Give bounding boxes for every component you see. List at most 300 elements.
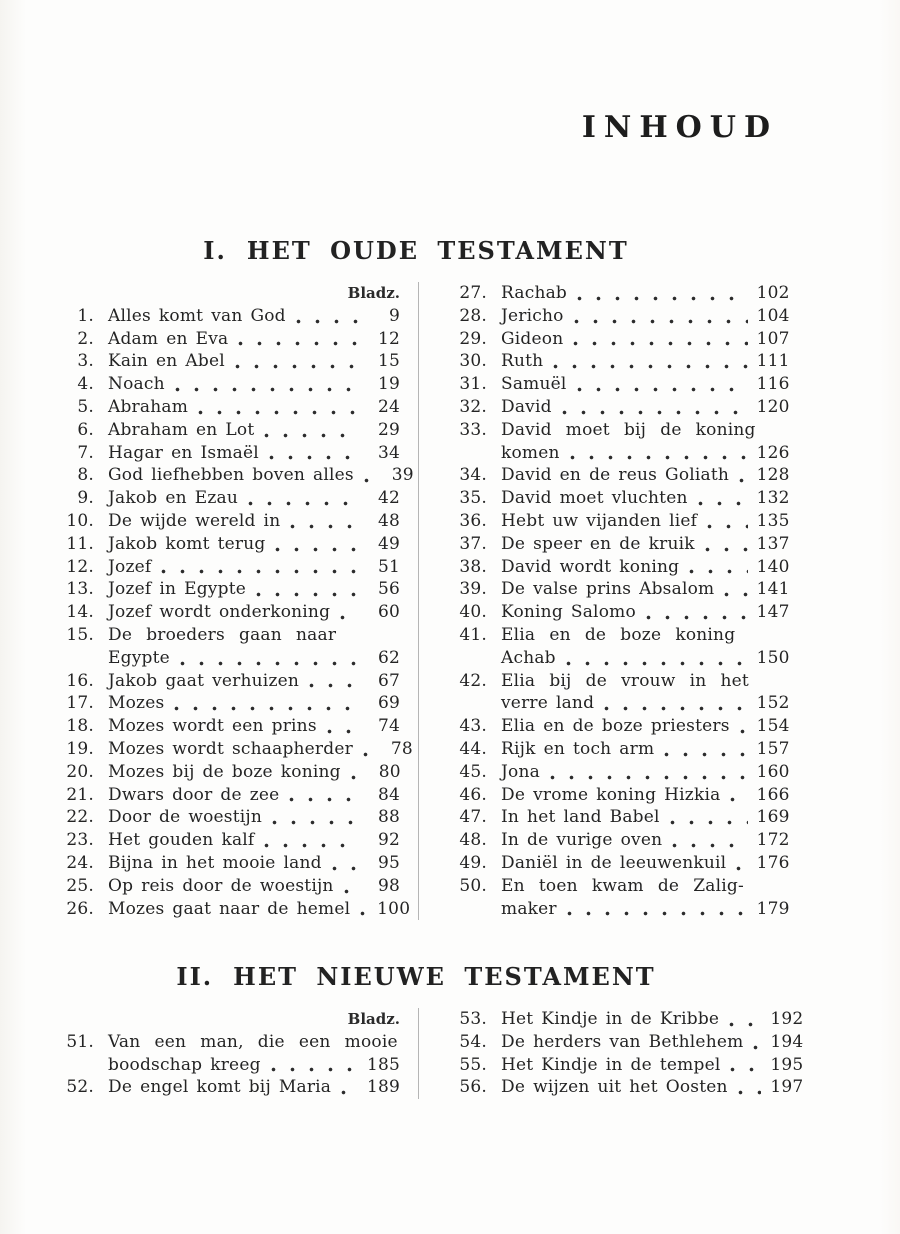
dot-leader	[332, 866, 358, 871]
entry-body	[501, 624, 790, 670]
entry-title-line-1: De broeders gaan naar	[108, 624, 337, 645]
entry-title: Koning Salomo	[501, 602, 636, 623]
entry-title: Kain en Abel	[108, 351, 225, 372]
entry-number: 21.	[66, 784, 94, 805]
toc-entry	[60, 396, 400, 419]
entry-page-number: 120	[756, 396, 790, 417]
entry-line	[108, 670, 400, 693]
entry-page-number: 56	[377, 579, 400, 600]
entry-title: Gideon	[501, 328, 564, 349]
entry-page-number: 116	[756, 374, 790, 395]
entry-title: God liefhebben boven alles	[108, 465, 354, 486]
toc-entry	[60, 875, 400, 898]
entry-page-number: 102	[756, 283, 790, 303]
entry-page-number: 137	[756, 533, 790, 554]
dot-leader	[174, 706, 358, 711]
entry-title: De herders van Bethlehem	[501, 1031, 744, 1052]
entry-number: 6.	[77, 419, 94, 440]
dot-leader	[264, 433, 358, 438]
entry-title: Ruth	[501, 351, 544, 372]
entry-page-number: 104	[756, 305, 790, 326]
entry-body	[108, 601, 400, 624]
entry-number: 4.	[77, 374, 94, 395]
entry-page-number: 172	[756, 830, 790, 851]
entry-page-number: 12	[377, 328, 400, 349]
entry-number: 39.	[459, 579, 487, 600]
entry-line	[108, 487, 400, 510]
entry-line	[501, 692, 790, 715]
entry-body	[501, 350, 790, 373]
entry-number: 19.	[66, 738, 94, 759]
toc-entry	[453, 350, 790, 373]
entry-title: Samuël	[501, 374, 567, 395]
entry-body	[108, 829, 400, 852]
entry-line	[501, 829, 790, 852]
entry-body	[501, 282, 790, 305]
entry-line	[501, 601, 790, 624]
entry-body	[108, 305, 400, 328]
entry-page-number: 80	[378, 761, 401, 782]
dot-leader	[707, 524, 747, 529]
entry-title: De valse prins Absalom	[501, 579, 715, 600]
entry-number: 5.	[77, 396, 94, 417]
entry-page-number: 111	[756, 351, 790, 372]
dot-leader	[730, 1067, 761, 1072]
entry-number: 56.	[459, 1077, 487, 1098]
entry-body	[501, 1031, 803, 1054]
entry-body	[108, 556, 400, 579]
entry-line	[501, 1008, 803, 1031]
entry-body	[501, 305, 790, 328]
toc-entry	[453, 829, 790, 852]
entry-title: De vrome koning Hizkia	[501, 784, 721, 805]
toc-entry	[60, 624, 400, 670]
toc-entry	[60, 829, 400, 852]
toc-entry	[60, 1031, 400, 1077]
entry-title: Adam en Eva	[108, 328, 229, 349]
entry-body	[108, 373, 400, 396]
entry-body	[108, 875, 400, 898]
entry-page-number: 135	[756, 510, 790, 531]
entry-body	[108, 419, 400, 442]
entry-line	[501, 305, 790, 328]
entry-page-number: 192	[770, 1009, 804, 1029]
dot-leader	[235, 364, 358, 369]
entry-body	[501, 578, 790, 601]
entry-page-number: 189	[366, 1077, 400, 1098]
entry-body	[501, 806, 790, 829]
dot-leader	[341, 1090, 358, 1095]
entry-title: Hagar en Ismaël	[108, 442, 259, 463]
entry-line	[501, 578, 790, 601]
entry-title: Het gouden kalf	[108, 830, 255, 851]
entry-body	[501, 1076, 803, 1099]
column-divider	[418, 1008, 419, 1099]
dot-leader	[238, 341, 358, 346]
dot-leader	[553, 364, 747, 369]
entry-line	[108, 692, 400, 715]
entry-number: 50.	[459, 875, 487, 896]
toc-entry	[453, 601, 790, 624]
section-1-left-column	[60, 282, 414, 920]
entry-body	[501, 670, 790, 716]
entry-body	[108, 328, 400, 351]
dot-leader	[198, 410, 358, 415]
entry-title-line-1: Van een man, die een mooie	[108, 1031, 398, 1052]
entry-line	[108, 556, 400, 579]
entry-line	[501, 761, 790, 784]
toc-entry	[60, 305, 400, 328]
entry-page-number: 160	[756, 761, 790, 782]
entry-page-number: 169	[756, 807, 790, 828]
dot-leader	[570, 455, 748, 460]
entry-body	[108, 510, 400, 533]
entry-page-number: 176	[756, 852, 790, 873]
entry-body	[501, 784, 790, 807]
dot-leader	[363, 752, 371, 757]
entry-title: Dwars door de zee	[108, 784, 280, 805]
toc-entry	[453, 419, 790, 465]
dot-leader	[360, 911, 368, 916]
entry-number: 26.	[66, 898, 94, 919]
toc-entry	[60, 533, 400, 556]
entry-page-number: 78	[390, 738, 413, 759]
entry-number: 47.	[459, 807, 487, 828]
entry-page-number: 9	[388, 305, 400, 326]
toc-entry	[60, 487, 400, 510]
entry-body	[108, 396, 400, 419]
entry-page-number: 140	[756, 556, 790, 577]
entry-number: 35.	[459, 488, 487, 509]
entry-title: Jericho	[501, 305, 564, 326]
toc-entry	[60, 692, 400, 715]
entry-title: Jozef in Egypte	[108, 579, 246, 600]
entry-line	[501, 784, 790, 807]
toc-entry	[453, 487, 790, 510]
entry-body	[108, 784, 400, 807]
entry-line	[108, 533, 400, 556]
entry-body	[501, 328, 790, 351]
entry-title: De wijzen uit het Oosten	[501, 1077, 728, 1098]
entry-number: 28.	[459, 305, 487, 326]
entry-line	[108, 852, 400, 875]
toc-entry	[60, 715, 400, 738]
entry-line	[108, 715, 400, 738]
dot-leader	[736, 866, 747, 871]
entry-title-line-2: komen	[501, 442, 560, 463]
entry-line	[501, 350, 790, 373]
entry-title-line-2: boodschap kreeg	[108, 1054, 261, 1075]
entry-number: 9.	[77, 488, 94, 509]
entry-title-line-1: Elia bij de vrouw in het	[501, 670, 749, 691]
entry-title: Mozes bij de boze koning	[108, 761, 341, 782]
entry-body	[108, 715, 400, 738]
entry-body	[501, 373, 790, 396]
section-2-numeral: II.	[176, 962, 214, 991]
dot-leader	[577, 387, 748, 392]
entry-number: 3.	[77, 351, 94, 372]
entry-number: 43.	[459, 716, 487, 737]
entry-body	[108, 533, 400, 556]
entry-page-number: 166	[756, 784, 790, 805]
toc-entry	[453, 396, 790, 419]
dot-leader	[351, 775, 359, 780]
entry-line	[501, 1054, 803, 1077]
dot-leader	[180, 661, 358, 666]
entry-line	[501, 328, 790, 351]
entry-body	[501, 510, 790, 533]
entry-title: Elia en de boze priesters	[501, 716, 730, 737]
entry-title: David en de reus Goliath	[501, 465, 730, 486]
entry-title: Jakob en Ezau	[108, 488, 238, 509]
dot-leader	[248, 501, 358, 506]
toc-entry	[60, 350, 400, 373]
entry-page-number: 141	[756, 579, 790, 600]
dot-leader	[753, 1045, 761, 1050]
entry-number: 55.	[459, 1054, 487, 1075]
entry-body	[501, 829, 790, 852]
dot-leader	[290, 524, 358, 529]
dot-leader	[364, 478, 372, 483]
entry-title-line-2: Achab	[501, 647, 556, 668]
entry-line	[108, 1054, 400, 1077]
entry-number: 33.	[459, 419, 487, 440]
dot-leader	[264, 843, 358, 848]
entry-number: 15.	[66, 624, 94, 645]
toc-entry	[60, 373, 400, 396]
entry-number: 13.	[66, 579, 94, 600]
toc-entry	[60, 806, 400, 829]
dot-leader	[729, 1022, 761, 1027]
entry-page-number: 69	[377, 693, 400, 714]
entry-page-number: 195	[770, 1054, 804, 1075]
entry-line	[501, 738, 790, 761]
entry-title: Mozes wordt schaapherder	[108, 738, 353, 759]
entry-page-number: 147	[756, 602, 790, 623]
toc-entry	[60, 670, 400, 693]
toc-entry	[60, 601, 400, 624]
entry-title-line-1: David moet bij de koning	[501, 419, 756, 440]
entry-body	[108, 624, 400, 670]
dot-leader	[705, 547, 748, 552]
entry-number: 44.	[459, 738, 487, 759]
section-1-columns	[60, 282, 790, 920]
entry-page-number: 74	[377, 716, 400, 737]
entry-line	[501, 533, 790, 556]
dot-leader	[573, 341, 747, 346]
dot-leader	[567, 911, 748, 916]
toc-entry	[453, 305, 790, 328]
entry-body	[108, 578, 400, 601]
entry-line	[501, 647, 790, 670]
entry-line	[501, 464, 790, 487]
entry-body	[501, 464, 790, 487]
section-2-columns	[60, 1008, 804, 1099]
entry-body	[501, 875, 790, 921]
dot-leader	[562, 410, 748, 415]
entry-body	[501, 556, 790, 579]
toc-entry	[60, 510, 400, 533]
toc-entry	[60, 556, 400, 579]
entry-page-number: 51	[377, 556, 400, 577]
entry-title: David moet vluchten	[501, 488, 688, 509]
entry-number: 14.	[66, 602, 94, 623]
entry-line	[108, 419, 400, 442]
page-title: INHOUD	[581, 110, 778, 145]
entry-line	[501, 852, 790, 875]
entry-title: Jozef wordt onderkoning	[108, 602, 331, 623]
entry-number: 22.	[66, 807, 94, 828]
toc-entry	[60, 442, 400, 465]
entry-body	[108, 1031, 400, 1077]
entry-page-number: 98	[377, 875, 400, 896]
toc-entry	[60, 464, 414, 487]
entry-number: 32.	[459, 396, 487, 417]
entry-title: Mozes wordt een prins	[108, 716, 317, 737]
entry-line	[501, 442, 790, 465]
entry-title-line-1: En toen kwam de Zalig-	[501, 875, 744, 896]
entry-body	[108, 738, 413, 761]
entry-body	[108, 487, 400, 510]
toc-entry	[453, 328, 790, 351]
entry-page-number: 128	[756, 465, 790, 486]
entry-page-number: 150	[756, 647, 790, 668]
entry-page-number: 60	[377, 602, 400, 623]
section-1-right-column	[453, 282, 790, 920]
toc-entry	[453, 282, 790, 305]
entry-number: 24.	[66, 852, 94, 873]
entry-title: Rijk en toch arm	[501, 738, 655, 759]
entry-page-number: 19	[377, 374, 400, 395]
entry-body	[501, 1008, 803, 1031]
dot-leader	[271, 1067, 358, 1072]
entry-number: 1.	[77, 305, 94, 326]
entry-page-number: 107	[756, 328, 790, 349]
entry-page-number: 62	[377, 647, 400, 668]
entry-number: 18.	[66, 716, 94, 737]
entry-line	[501, 282, 790, 305]
entry-page-number: 179	[756, 898, 790, 919]
toc-entry	[453, 556, 790, 579]
entry-line	[501, 556, 790, 579]
entry-number: 31.	[459, 374, 487, 395]
entry-page-number: 92	[377, 830, 400, 851]
dot-leader	[730, 797, 747, 802]
entry-number: 48.	[459, 830, 487, 851]
entry-line	[108, 806, 400, 829]
entry-number: 34.	[459, 465, 487, 486]
entry-title: De wijde wereld in	[108, 510, 281, 531]
entry-line	[501, 487, 790, 510]
dot-leader	[577, 296, 748, 301]
entry-title: Rachab	[501, 283, 568, 303]
section-1-title: HET OUDE TESTAMENT	[246, 236, 629, 265]
entry-body	[501, 761, 790, 784]
entry-number: 29.	[459, 328, 487, 349]
entry-body	[108, 806, 400, 829]
dot-leader	[739, 478, 748, 483]
toc-entry	[60, 738, 413, 761]
dot-leader	[724, 592, 747, 597]
dot-leader	[275, 547, 358, 552]
entry-body	[108, 464, 414, 487]
dot-leader	[672, 843, 747, 848]
dot-leader	[269, 455, 358, 460]
entry-body	[108, 670, 400, 693]
entry-page-number: 157	[756, 738, 790, 759]
entry-body	[501, 1054, 803, 1077]
toc-entry	[453, 1008, 803, 1031]
entry-page-number: 49	[377, 533, 400, 554]
entry-title: De speer en de kruik	[501, 533, 695, 554]
entry-page-number: 132	[756, 488, 790, 509]
dot-leader	[309, 683, 358, 688]
dot-leader	[738, 1090, 762, 1095]
entry-title: Mozes	[108, 693, 165, 714]
entry-number: 20.	[66, 761, 94, 782]
dot-leader	[550, 775, 748, 780]
entry-title: Op reis door de woestijn	[108, 875, 334, 896]
entry-body	[501, 396, 790, 419]
entry-page-number: 34	[377, 442, 400, 463]
entry-title: Jona	[501, 761, 540, 782]
entry-number: 8.	[77, 465, 94, 486]
entry-title: Jakob komt terug	[108, 533, 266, 554]
entry-title: Jozef	[108, 556, 152, 577]
toc-entry	[453, 1076, 803, 1099]
entry-title-line-2: verre land	[501, 693, 595, 714]
toc-entry	[453, 806, 790, 829]
dot-leader	[566, 661, 748, 666]
entry-body	[501, 852, 790, 875]
entry-title: Het Kindje in de Kribbe	[501, 1009, 720, 1029]
entry-body	[501, 715, 790, 738]
entry-title-line-2: Egypte	[108, 647, 170, 668]
entry-line	[108, 1076, 400, 1099]
entry-body	[108, 852, 400, 875]
toc-entry	[60, 784, 400, 807]
entry-body	[108, 761, 400, 784]
entry-line	[108, 510, 400, 533]
entry-page-number: 152	[756, 693, 790, 714]
entry-page-number: 185	[366, 1054, 400, 1075]
toc-entry	[60, 328, 400, 351]
entry-page-number: 15	[377, 351, 400, 372]
toc-entry	[60, 1076, 400, 1099]
entry-number: 36.	[459, 510, 487, 531]
entry-number: 7.	[77, 442, 94, 463]
entry-title: Abraham	[108, 396, 189, 417]
toc-entry	[60, 852, 400, 875]
dot-leader	[296, 319, 358, 324]
entry-page-number: 95	[377, 852, 400, 873]
entry-line	[108, 761, 400, 784]
entry-line	[108, 328, 400, 351]
entry-page-number: 194	[770, 1031, 804, 1052]
entry-line	[108, 601, 400, 624]
entry-number: 38.	[459, 556, 487, 577]
toc-entry	[453, 578, 790, 601]
entry-number: 2.	[77, 328, 94, 349]
toc-entry	[453, 1054, 803, 1077]
dot-leader	[574, 319, 748, 324]
entry-line	[501, 1031, 803, 1054]
entry-line	[501, 715, 790, 738]
entry-number: 42.	[459, 670, 487, 691]
entry-page-number: 67	[377, 670, 400, 691]
entry-page-number: 29	[377, 419, 400, 440]
dot-leader	[340, 615, 358, 620]
